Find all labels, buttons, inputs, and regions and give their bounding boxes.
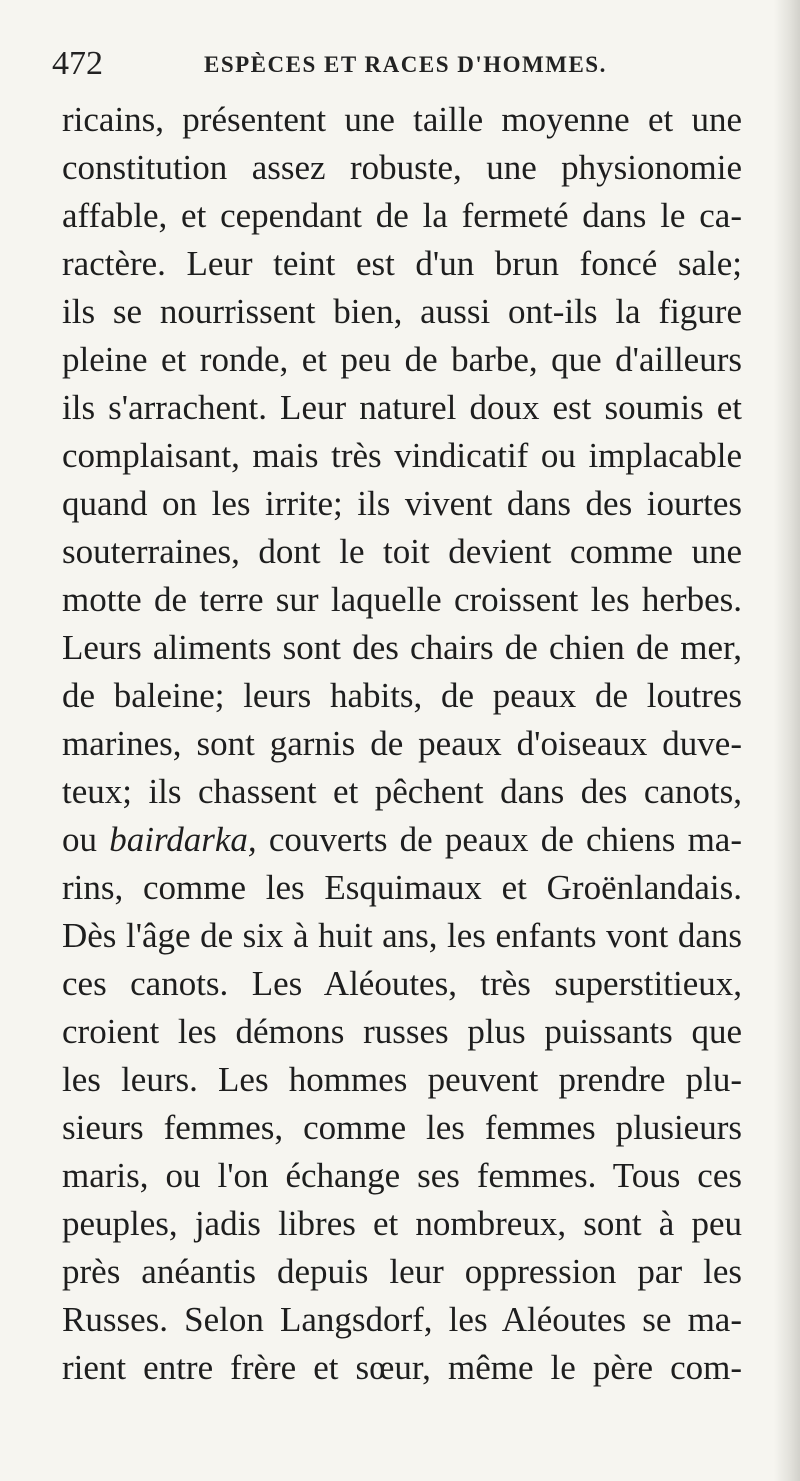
text-line: complaisant, mais très vindicatif ou implacable bbox=[62, 436, 742, 475]
text-line: motte de terre sur laquelle croissent les herbes. bbox=[62, 580, 742, 619]
italic-term: bairdarka, bbox=[109, 820, 257, 859]
text-line: pleine et ronde, et peu de barbe, que d'ailleurs bbox=[62, 340, 742, 379]
page-header bbox=[52, 44, 752, 84]
text-line: Dès l'âge de six à huit ans, les enfants vont dans bbox=[62, 916, 742, 955]
text-line: ou bairdarka, couverts de peaux de chiens ma- bbox=[62, 820, 742, 859]
text-line: peuples, jadis libres et nombreux, sont à peu bbox=[62, 1204, 742, 1243]
text-line: maris, ou l'on échange ses femmes. Tous ces bbox=[62, 1156, 742, 1195]
text-line: ils s'arrachent. Leur naturel doux est soumis et bbox=[62, 388, 742, 427]
text-line: marines, sont garnis de peaux d'oiseaux duve- bbox=[62, 724, 742, 763]
text-line: près anéantis depuis leur oppression par les bbox=[62, 1252, 742, 1291]
text-line: sieurs femmes, comme les femmes plusieurs bbox=[62, 1108, 742, 1147]
running-head: ESPÈCES ET RACES D'HOMMES. bbox=[204, 52, 607, 77]
page-number: 472 bbox=[52, 45, 103, 82]
text-line: ricains, présentent une taille moyenne et une bbox=[62, 100, 742, 139]
text-line: constitution assez robuste, une physionomie bbox=[62, 148, 742, 187]
text-line: teux; ils chassent et pêchent dans des canots, bbox=[62, 772, 742, 811]
text-line: ces canots. Les Aléoutes, très superstitieux, bbox=[62, 964, 742, 1003]
text-line: ils se nourrissent bien, aussi ont-ils la figure bbox=[62, 292, 742, 331]
text-line: Leurs aliments sont des chairs de chien de mer, bbox=[62, 628, 742, 667]
text-line: croient les démons russes plus puissants que bbox=[62, 1012, 742, 1051]
page-edge-shadow bbox=[774, 0, 800, 1481]
text-line: rins, comme les Esquimaux et Groënlandais. bbox=[62, 868, 742, 907]
text-line: Russes. Selon Langsdorf, les Aléoutes se ma- bbox=[62, 1300, 742, 1339]
text-line: ractère. Leur teint est d'un brun foncé sale; bbox=[62, 244, 742, 283]
text-line: les leurs. Les hommes peuvent prendre plu- bbox=[62, 1060, 742, 1099]
text-line: souterraines, dont le toit devient comme une bbox=[62, 532, 742, 571]
text-line: quand on les irrite; ils vivent dans des iourtes bbox=[62, 484, 742, 523]
text-line: affable, et cependant de la fermeté dans le ca- bbox=[62, 196, 742, 235]
text-line: rient entre frère et sœur, même le père com- bbox=[62, 1348, 742, 1387]
text-line: de baleine; leurs habits, de peaux de loutres bbox=[62, 676, 742, 715]
